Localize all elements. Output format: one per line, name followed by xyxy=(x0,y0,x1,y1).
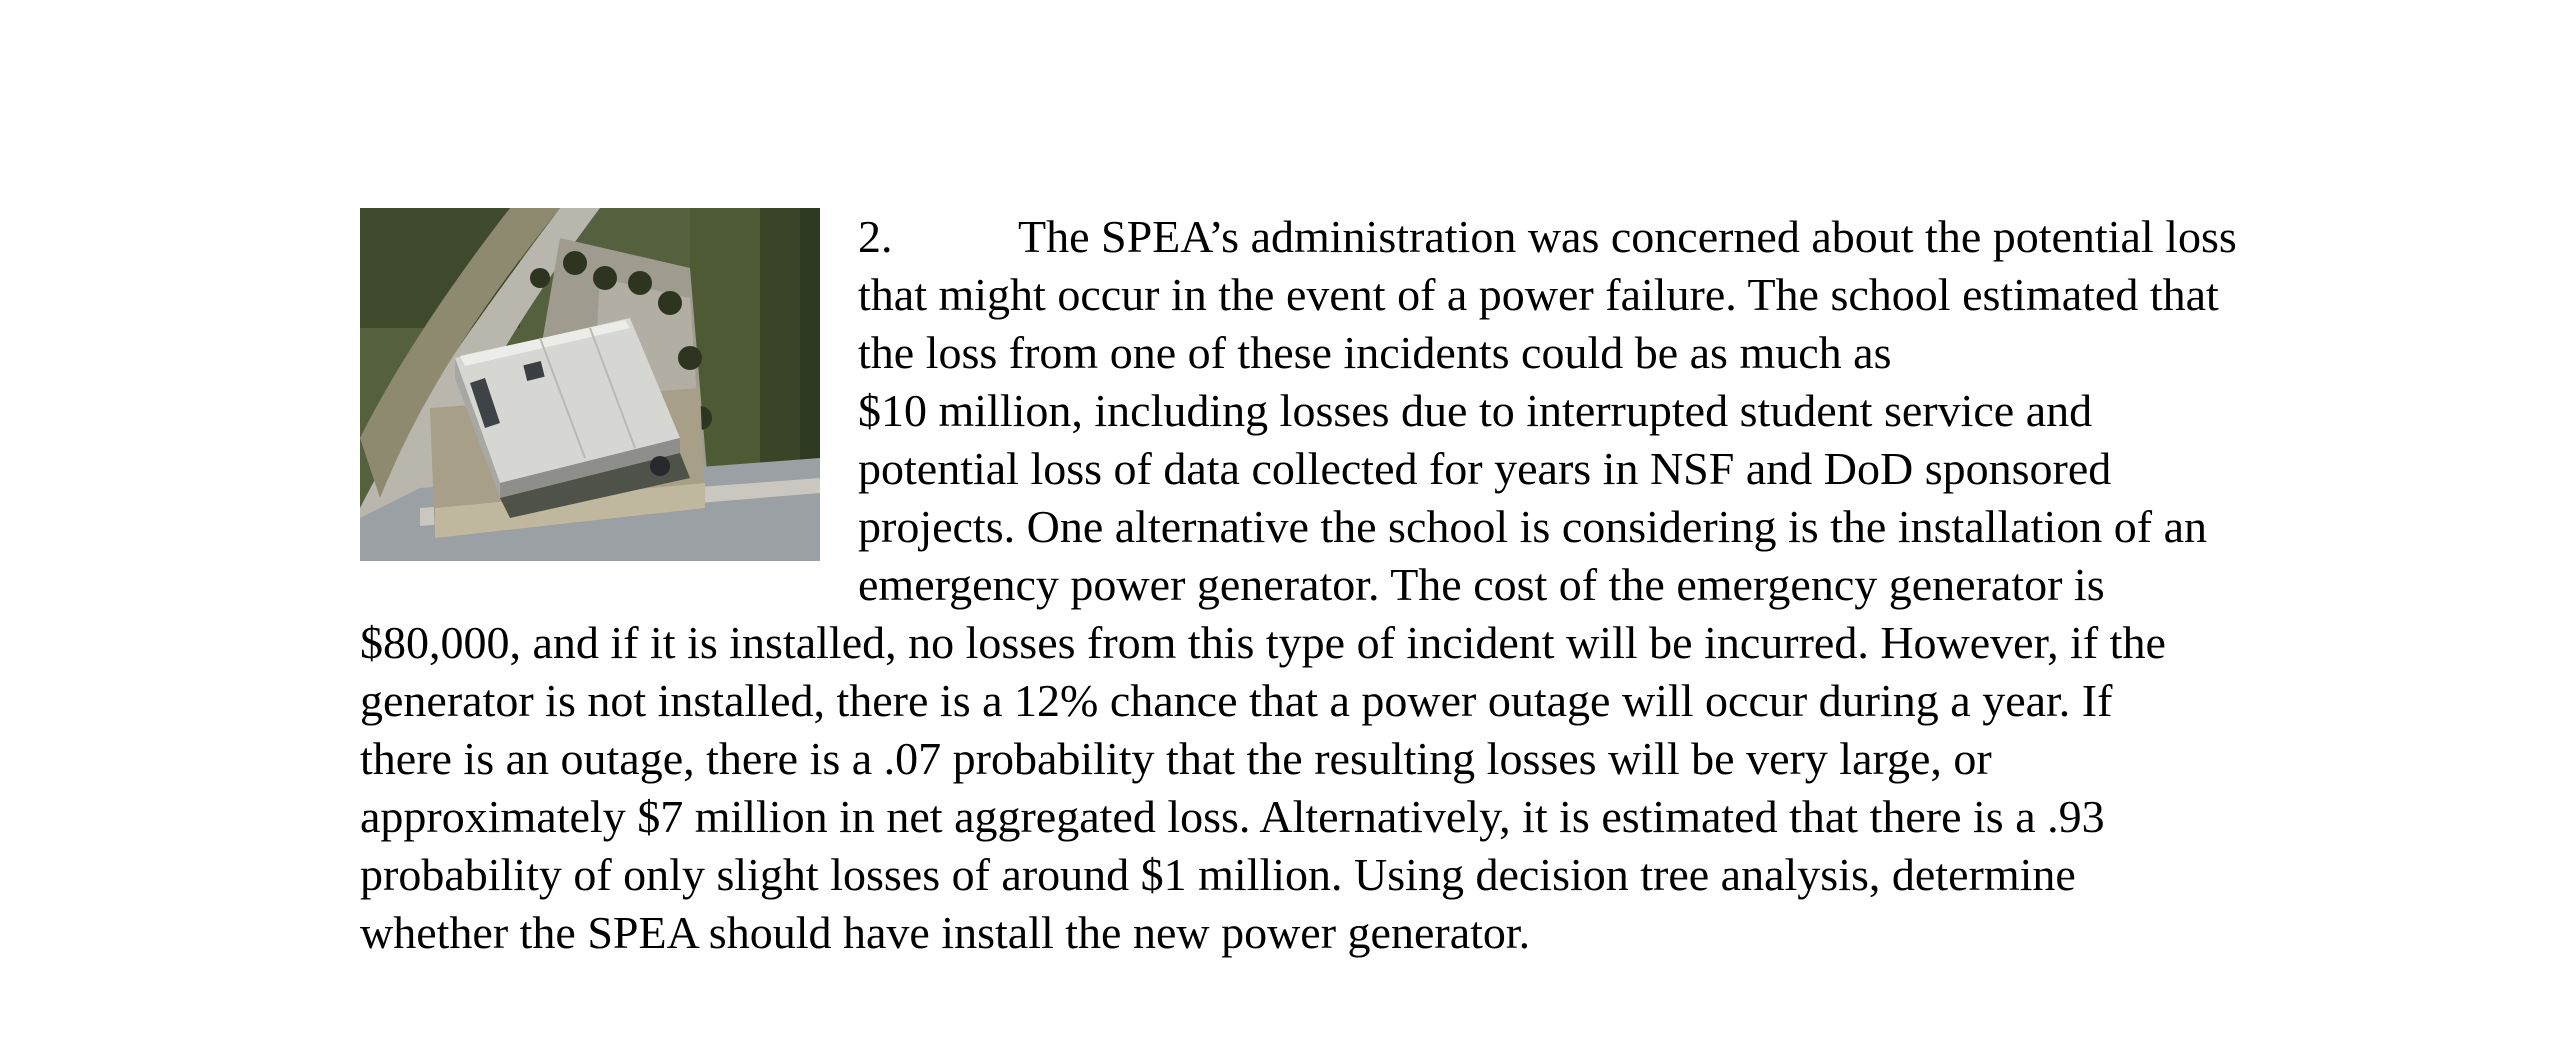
question-line: probability of only slight losses of around $1 million. Using decision tree analysis, determine xyxy=(360,849,2076,900)
generator-photo xyxy=(360,208,820,561)
question-line: generator is not installed, there is a 12% chance that a power outage will occur during a year. If xyxy=(360,675,2113,726)
question-line: that might occur in the event of a power failure. The school estimated that xyxy=(858,269,2219,320)
question-line: the loss from one of these incidents could be as much as xyxy=(858,327,1892,378)
question-line: $10 million, including losses due to interrupted student service and xyxy=(858,385,2093,436)
question-line: 2. The SPEA’s administration was concerned about the potential loss xyxy=(858,208,2237,266)
question-line: whether the SPEA should have install the new power generator. xyxy=(360,907,1531,958)
question-number: 2. xyxy=(858,211,893,262)
question-line: potential loss of data collected for years in NSF and DoD sponsored xyxy=(858,443,2112,494)
question-line: there is an outage, there is a .07 probability that the resulting losses will be very large, or xyxy=(360,733,1992,784)
question-line: projects. One alternative the school is considering is the installation of an xyxy=(858,501,2207,552)
question-line: emergency power generator. The cost of the emergency generator is xyxy=(858,559,2105,610)
question-line: approximately $7 million in net aggregated loss. Alternatively, it is estimated that there is a .93 xyxy=(360,791,2105,842)
question-line: $80,000, and if it is installed, no losses from this type of incident will be incurred. However, if the xyxy=(360,617,2166,668)
